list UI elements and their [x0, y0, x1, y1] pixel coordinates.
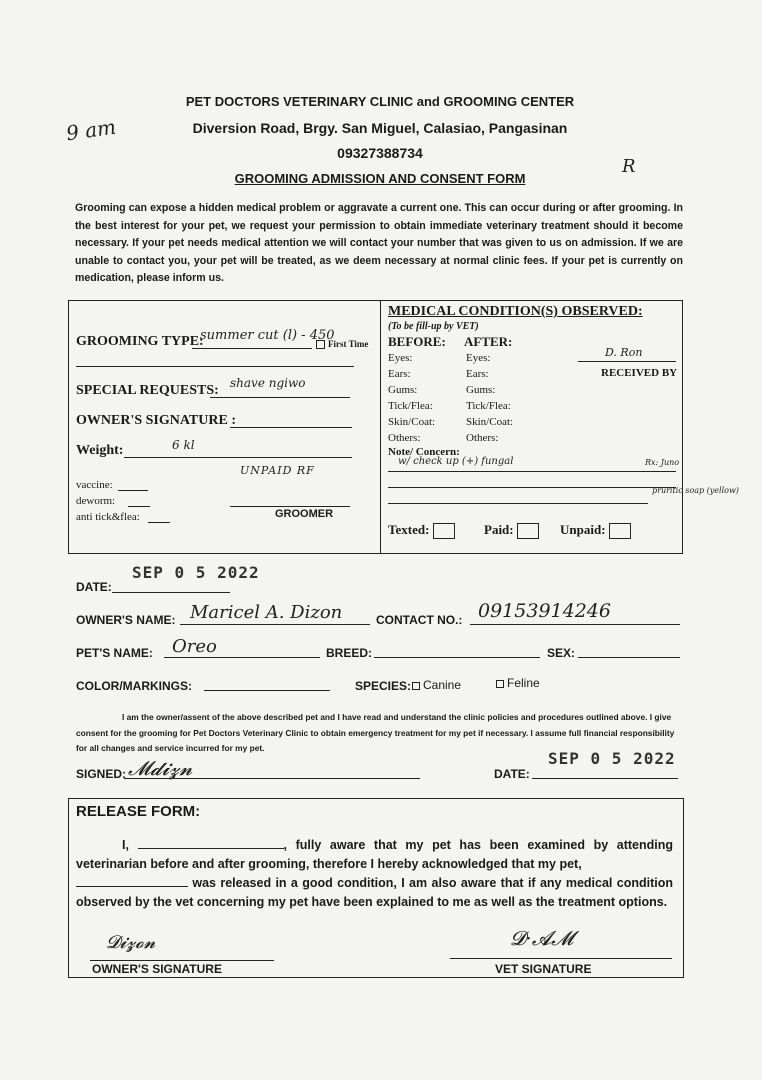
pet-name-line	[164, 657, 320, 658]
medical-subtitle: (To be fill-up by VET)	[388, 321, 479, 332]
weight-value[interactable]: 6 kl	[172, 438, 195, 452]
anti-tick-line	[148, 522, 170, 523]
release-pet-blank[interactable]	[76, 875, 188, 887]
consent-date-line	[532, 778, 678, 779]
owners-signature-label: OWNER'S SIGNATURE :	[76, 413, 236, 428]
sex-line	[578, 657, 680, 658]
before-item-eyes: Eyes:	[388, 352, 413, 364]
first-time-checkbox[interactable]: First Time	[316, 339, 368, 349]
color-label: COLOR/MARKINGS:	[76, 679, 192, 693]
breed-label: BREED:	[326, 646, 373, 660]
before-item-ears: Ears:	[388, 368, 411, 380]
note-label: Note/ Concern:	[388, 446, 460, 458]
received-by-line	[578, 361, 676, 362]
note-line-1	[388, 471, 676, 472]
signed-line	[124, 778, 420, 779]
after-label: AFTER:	[464, 334, 513, 349]
date-stamp-consent: SEP 0 5 2022	[548, 749, 676, 768]
signed-signature[interactable]: 𝓜𝓭𝓲𝔃𝓷	[128, 756, 193, 780]
release-text-1: I,	[122, 838, 138, 852]
intro-paragraph: Grooming can expose a hidden medical problem or aggravate a current one. This can occur during or after grooming. In the best interest for your pet, we request your permission to obtain immediate veterinary treatment should it become necessary. If your pet needs medical attention we will contact your number that was given to us on admission. If we are unable to contact you, your pet will be treated, as we deem necessary at normal clinic fees. If your pet is currently on medication, please inform us.	[75, 202, 683, 284]
species-label: SPECIES:	[355, 679, 412, 693]
pet-name-value[interactable]: Oreo	[172, 636, 217, 657]
release-text-2: , fully aware that my pet has been examined by attending veterinarian before and after grooming, therefore I hereby acknowledged that my pet,	[76, 838, 674, 871]
consent-paragraph: I am the owner/assent of the above described pet and I have read and understand the clinic policies and procedures outlined above. I give consent for the grooming for Pet Doctors Veterinary Clinic to obtain emergency treatment for my pet if necessary. I assume full financial responsibility for all changes and service incurred for my pet.	[76, 712, 675, 753]
contact-line	[470, 624, 680, 625]
before-item-gums: Gums:	[388, 384, 418, 396]
note-value[interactable]: w/ check up (+) fungal	[398, 456, 514, 467]
contact-value[interactable]: 09153914246	[478, 600, 611, 622]
form-title: GROOMING ADMISSION AND CONSENT FORM	[234, 171, 526, 186]
clinic-name: PET DOCTORS VETERINARY CLINIC and GROOMING CENTER	[185, 94, 575, 109]
received-by-label: RECEIVED BY	[601, 367, 678, 379]
vaccine-label: vaccine:	[76, 479, 113, 491]
unpaid-note: UNPAID RF	[240, 464, 315, 477]
date-line	[112, 592, 230, 593]
vaccine-line	[118, 490, 148, 491]
consent-date-label: DATE:	[494, 767, 530, 781]
owner-name-value[interactable]: Maricel A. Dizon	[190, 602, 343, 623]
weight-line	[124, 457, 352, 458]
vet-release-signature[interactable]: 𝓓·𝓐𝓜	[510, 926, 574, 950]
grooming-type-value[interactable]: summer cut (l) - 450	[200, 328, 335, 343]
note-line-3	[388, 503, 648, 504]
rx-note-2: pruritic soap (yellow)	[652, 486, 739, 495]
after-item-others: Others:	[466, 432, 499, 444]
owner-release-signature[interactable]: 𝓓𝓲𝔃𝓸𝓷	[106, 932, 156, 953]
owner-name-line	[180, 624, 370, 625]
vet-release-sig-label: VET SIGNATURE	[495, 962, 592, 976]
clinic-phone: 09327388734	[337, 145, 423, 161]
breed-line	[374, 657, 540, 658]
received-by-value: D. Ron	[605, 346, 643, 359]
special-requests-label: SPECIAL REQUESTS:	[76, 383, 219, 398]
vet-release-sig-line	[450, 958, 672, 959]
after-item-skincoat: Skin/Coat:	[466, 416, 514, 428]
pet-name-label: PET'S NAME:	[76, 646, 153, 660]
deworm-line	[128, 506, 150, 507]
before-item-skincoat: Skin/Coat:	[388, 416, 436, 428]
signed-label: SIGNED:	[76, 767, 127, 781]
after-item-tickflea: Tick/Flea:	[466, 400, 511, 412]
before-label: BEFORE:	[388, 334, 446, 349]
date-label: DATE:	[76, 580, 112, 594]
grooming-type-line-2	[76, 366, 354, 367]
color-line	[204, 690, 330, 691]
before-item-tickflea: Tick/Flea:	[388, 400, 433, 412]
clinic-address: Diversion Road, Brgy. San Miguel, Calasiao, Pangasinan	[192, 120, 568, 136]
special-requests-value[interactable]: shave ngiwo	[230, 376, 306, 390]
unpaid-checkbox[interactable]: Unpaid:	[560, 522, 634, 539]
canine-checkbox[interactable]: Canine	[412, 678, 461, 692]
feline-checkbox[interactable]: Feline	[496, 676, 540, 690]
groomer-line	[230, 506, 350, 507]
owner-release-sig-line	[90, 960, 274, 961]
grooming-type-line	[192, 348, 312, 349]
release-text-3: was released in a good condition, I am also aware that if any medical condition observed by the vet concerning my pet have been explained to me as well as the treatment options.	[76, 876, 673, 909]
anti-tick-label: anti tick&flea:	[76, 511, 140, 523]
rx-note: Rx: Juno	[645, 458, 680, 467]
contact-label: CONTACT NO.:	[376, 613, 463, 627]
groomer-label: GROOMER	[275, 508, 334, 520]
sex-label: SEX:	[547, 646, 576, 660]
before-item-others: Others:	[388, 432, 421, 444]
handwritten-time: 9 am	[64, 114, 118, 146]
grooming-type-label: GROOMING TYPE:	[76, 334, 204, 349]
paid-checkbox[interactable]: Paid:	[484, 522, 542, 539]
weight-label: Weight:	[76, 443, 124, 458]
after-item-ears: Ears:	[466, 368, 489, 380]
release-name-blank[interactable]	[138, 837, 284, 849]
texted-checkbox[interactable]: Texted:	[388, 522, 458, 539]
owners-signature-line	[230, 427, 352, 428]
deworm-label: deworm:	[76, 495, 116, 507]
handwritten-mark: R	[622, 156, 636, 177]
release-title: RELEASE FORM:	[76, 803, 201, 820]
note-line-2	[388, 487, 676, 488]
release-paragraph	[76, 836, 673, 912]
owner-name-label: OWNER'S NAME:	[76, 613, 176, 627]
special-requests-line	[210, 397, 350, 398]
after-item-eyes: Eyes:	[466, 352, 491, 364]
medical-title: MEDICAL CONDITION(S) OBSERVED:	[388, 304, 643, 319]
date-stamp-top: SEP 0 5 2022	[132, 563, 260, 582]
after-item-gums: Gums:	[466, 384, 496, 396]
owner-release-sig-label: OWNER'S SIGNATURE	[92, 962, 222, 976]
